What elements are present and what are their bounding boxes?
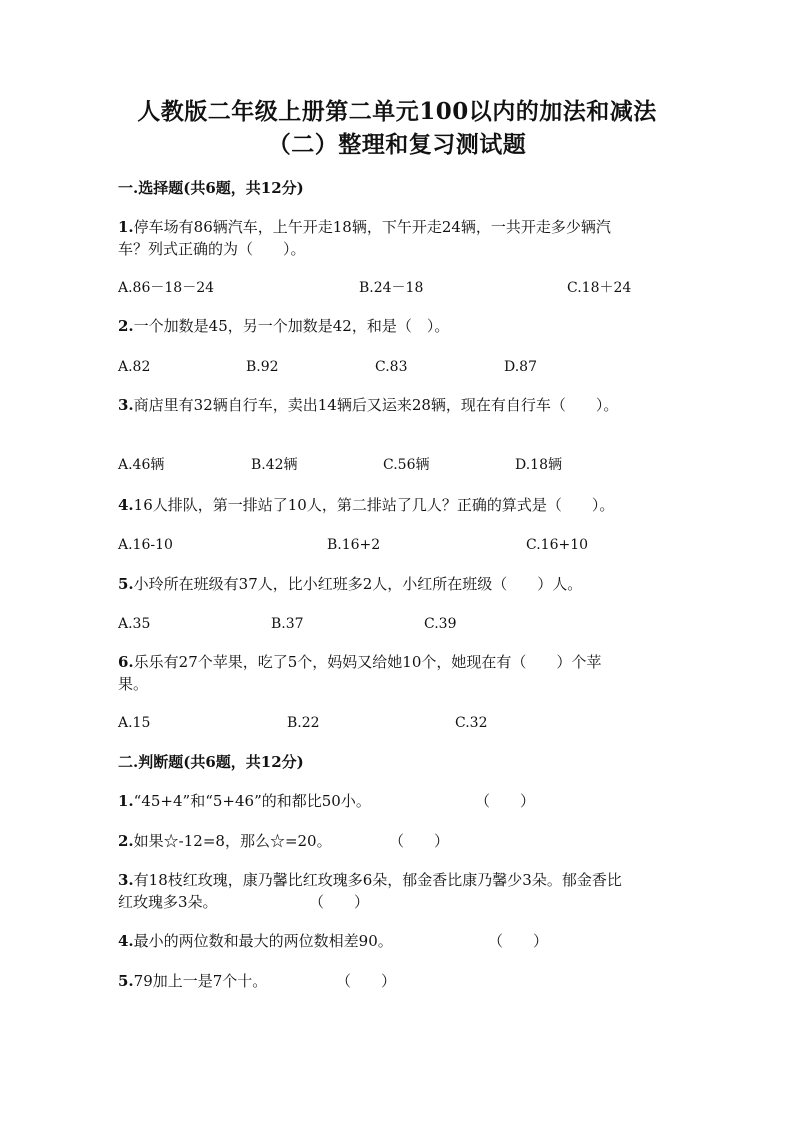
question-text: 有18枝红玫瑰，康乃馨比红玫瑰多6朵，郁金香比康乃馨少3朵。郁金香比 [133, 871, 622, 889]
option-b: B.92 [246, 359, 279, 375]
question-text: 79加上一是7个十。 [133, 972, 268, 990]
question-number: 6. [118, 653, 134, 671]
judge-question-1 [118, 790, 678, 812]
section-heading-choice: 一.选择题(共6题，共12分) [118, 179, 304, 197]
page-title-line1: 人教版二年级上册第二单元100以内的加法和减法 [137, 98, 657, 125]
question-text: 乐乐有27个苹果，吃了5个，妈妈又给她10个，她现在有（ ）个苹 [133, 653, 602, 671]
question-text-continued: 车？列式正确的为（ ）。 [118, 240, 306, 258]
answer-parentheses[interactable]: （ ） [488, 932, 549, 950]
question-text: 一个加数是45，另一个加数是42，和是（ ）。 [133, 317, 450, 335]
answer-parentheses[interactable]: （ ） [309, 893, 370, 911]
option-b: B.37 [271, 616, 304, 632]
option-c: C.83 [375, 359, 408, 375]
choice-question-3 [118, 394, 678, 416]
option-a: A.15 [118, 715, 151, 731]
choice-options-5 [0, 614, 794, 634]
judge-question-3 [118, 869, 678, 913]
judge-question-4 [118, 930, 678, 952]
question-number: 5. [118, 972, 134, 990]
option-a: A.16-10 [118, 537, 173, 553]
choice-options-4 [0, 535, 794, 555]
option-a: A.82 [118, 359, 151, 375]
option-c: C.39 [424, 616, 457, 632]
question-text: 如果☆-12=8，那么☆=20。 [133, 832, 332, 850]
option-c: C.56辆 [383, 457, 430, 473]
choice-question-1 [118, 216, 678, 260]
question-number: 1. [118, 218, 134, 236]
option-c: C.16+10 [526, 537, 589, 553]
question-number: 2. [118, 832, 134, 850]
option-a: A.46辆 [118, 457, 165, 473]
option-b: B.42辆 [251, 457, 298, 473]
answer-parentheses[interactable]: （ ） [336, 972, 397, 990]
question-number: 4. [118, 932, 134, 950]
question-number: 1. [118, 792, 134, 810]
judge-question-5 [118, 970, 678, 992]
question-text-continued: 红玫瑰多3朵。 [118, 893, 218, 911]
page-title-line2: （二）整理和复习测试题 [267, 131, 527, 158]
question-number: 5. [118, 575, 134, 593]
section-heading-judge: 二.判断题(共6题，共12分) [118, 753, 304, 771]
option-d: D.87 [504, 359, 537, 375]
option-d: D.18辆 [515, 457, 562, 473]
option-b: B.22 [287, 715, 320, 731]
choice-options-2 [0, 357, 794, 377]
question-text: 停车场有86辆汽车，上午开走18辆，下午开走24辆，一共开走多少辆汽 [133, 218, 611, 236]
choice-question-6 [118, 651, 678, 695]
choice-question-4 [118, 494, 678, 516]
option-a: A.86－18－24 [118, 280, 215, 296]
choice-options-6 [0, 713, 794, 733]
question-number: 4. [118, 496, 134, 514]
question-text: 16人排队，第一排站了10人，第二排站了几人？正确的算式是（ ）。 [133, 496, 615, 514]
answer-parentheses[interactable]: （ ） [389, 832, 450, 850]
question-number: 3. [118, 871, 134, 889]
question-number: 2. [118, 317, 134, 335]
choice-question-2 [118, 315, 678, 337]
question-text: 商店里有32辆自行车，卖出14辆后又运来28辆，现在有自行车（ ）。 [133, 396, 619, 414]
question-text-continued: 果。 [118, 675, 149, 693]
option-b: B.16+2 [327, 537, 381, 553]
question-text: 最小的两位数和最大的两位数相差90。 [133, 932, 393, 950]
question-number: 3. [118, 396, 134, 414]
question-text: 小玲所在班级有37人，比小红班多2人，小红所在班级（ ）人。 [133, 575, 583, 593]
option-c: C.18＋24 [567, 280, 632, 296]
answer-parentheses[interactable]: （ ） [475, 792, 536, 810]
choice-question-5 [118, 573, 678, 595]
option-a: A.35 [118, 616, 151, 632]
option-b: B.24－18 [359, 280, 424, 296]
choice-options-3 [0, 455, 794, 475]
choice-options-1 [0, 278, 794, 298]
question-text: “45+4”和“5+46”的和都比50小。 [133, 792, 371, 810]
option-c: C.32 [455, 715, 488, 731]
